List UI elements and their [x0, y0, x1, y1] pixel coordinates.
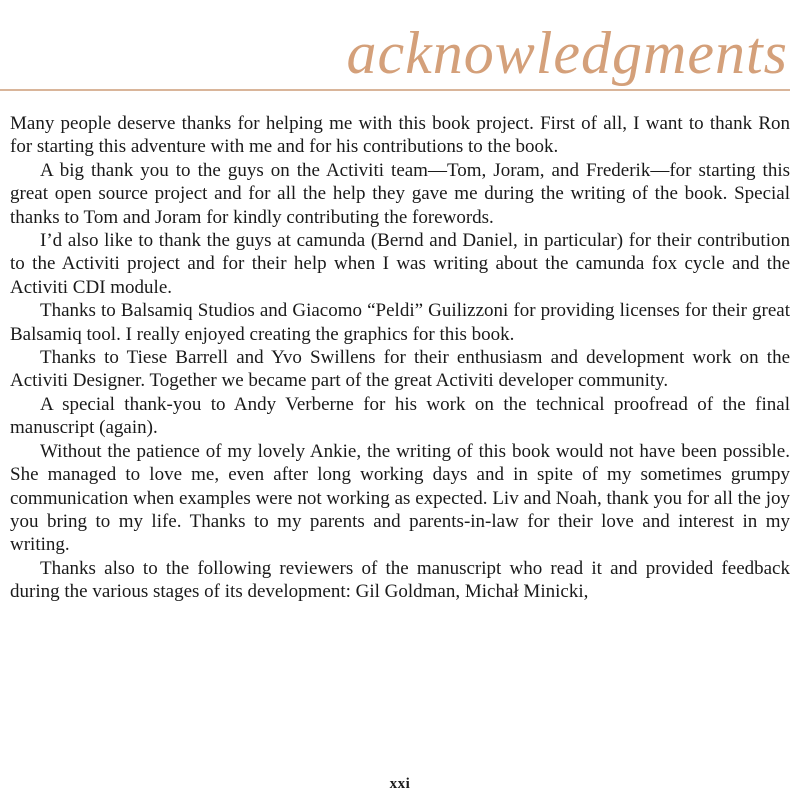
title-divider	[0, 89, 790, 91]
paragraph-2: A big thank you to the guys on the Activiti team—Tom, Joram, and Frederik—for starting this great open source project and for all the help they gave me during the writing of the book. Special thanks to Tom and Joram for kindly contributing the forewords.	[10, 159, 790, 228]
paragraph-6: A special thank-you to Andy Verberne for his work on the technical proofread of the final manuscript (again).	[10, 393, 790, 439]
paragraph-3: I’d also like to thank the guys at camunda (Bernd and Daniel, in particular) for their contribution to the Activiti project and for their help when I was writing about the camunda fox cycle and the Activiti CDI module.	[10, 230, 790, 298]
paragraph-4: Thanks to Balsamiq Studios and Giacomo “Peldi” Guilizzoni for providing licenses for their great Balsamiq tool. I really enjoyed creating the graphics for this book.	[10, 300, 790, 345]
page-number: xxi	[389, 776, 411, 792]
paragraph-1: Many people deserve thanks for helping me with this book project. First of all, I want to thank Ron for starting this adventure with me and for his contributions to the book.	[10, 113, 790, 158]
body-text	[10, 112, 790, 604]
paragraph-7: Without the patience of my lovely Ankie, the writing of this book would not have been possible. She managed to love me, even after long working days and in spite of my sometimes grumpy communication when examples were not working as expected. Liv and Noah, thank you for all the joy you bring to my life. Thanks to my parents and parents-in-law for their love and interest in my writing.	[10, 440, 790, 556]
page-title: acknowledgments	[346, 20, 788, 86]
paragraph-5: Thanks to Tiese Barrell and Yvo Swillens for their enthusiasm and development work on the Activiti Designer. Together we became part of the great Activiti developer community.	[10, 347, 790, 392]
paragraph-8: Thanks also to the following reviewers of the manuscript who read it and provided feedback during the various stages of its development: Gil Goldman, Michał Minicki,	[10, 557, 790, 603]
